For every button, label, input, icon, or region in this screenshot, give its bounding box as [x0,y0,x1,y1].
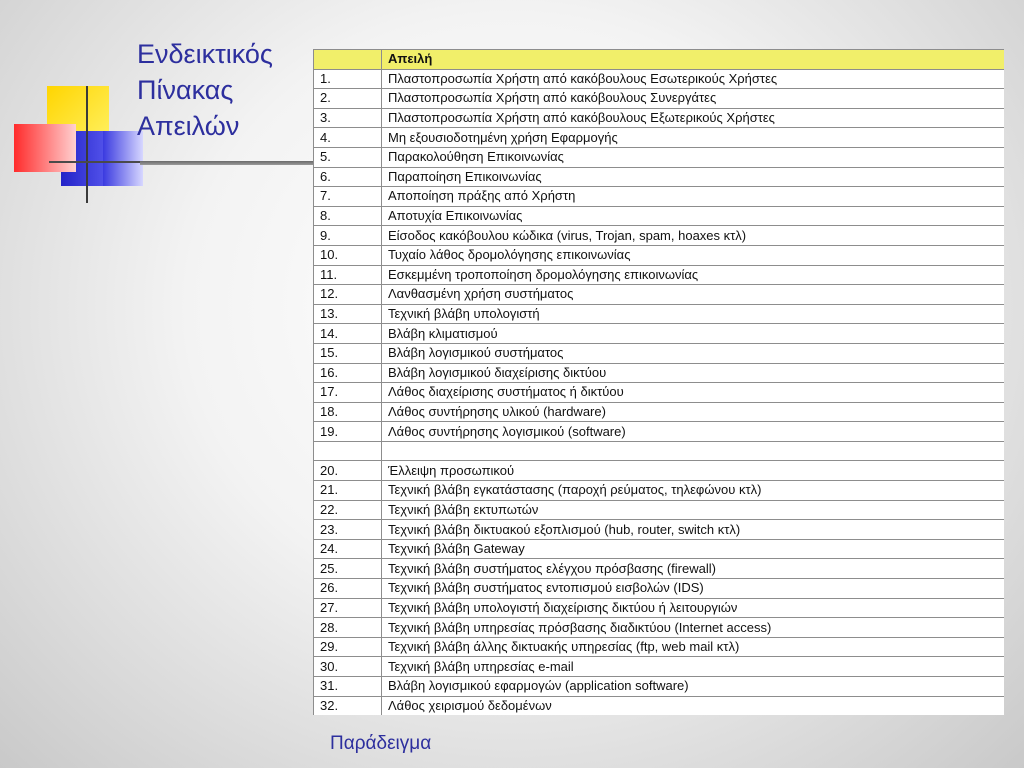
row-number [314,441,382,461]
row-threat: Τεχνική βλάβη συστήματος εντοπισμού εισβολών (IDS) [382,579,1005,599]
table-row [314,500,1005,520]
table-row [314,383,1005,403]
row-threat: Τυχαίο λάθος δρομολόγησης επικοινωνίας [382,245,1005,265]
row-number: 5. [314,147,382,167]
row-threat: Βλάβη λογισμικού διαχείρισης δικτύου [382,363,1005,383]
table-row [314,89,1005,109]
row-number: 10. [314,245,382,265]
table-row [314,128,1005,148]
slide-title [137,36,317,144]
row-number: 15. [314,343,382,363]
row-threat: Λάθος συντήρησης υλικού (hardware) [382,402,1005,422]
table-row [314,187,1005,207]
row-number: 29. [314,637,382,657]
row-threat: Λανθασμένη χρήση συστήματος [382,285,1005,305]
row-threat: Βλάβη λογισμικού εφαρμογών (application software) [382,677,1005,697]
row-threat: Τεχνική βλάβη υπηρεσίας πρόσβασης διαδικτύου (Internet access) [382,618,1005,638]
row-threat: Λάθος συντήρησης λογισμικού (software) [382,422,1005,442]
row-number: 18. [314,402,382,422]
row-threat [382,441,1005,461]
row-threat: Τεχνική βλάβη υπολογιστή διαχείρισης δικτύου ή λειτουργιών [382,598,1005,618]
header-number [314,50,382,70]
row-number: 22. [314,500,382,520]
table-row [314,245,1005,265]
vertical-rule [86,86,88,203]
row-number: 30. [314,657,382,677]
table-row [314,108,1005,128]
row-threat: Πλαστοπροσωπία Χρήστη από κακόβουλους Εξωτερικούς Χρήστες [382,108,1005,128]
row-number: 12. [314,285,382,305]
row-number: 19. [314,422,382,442]
table-row [314,559,1005,579]
row-threat: Αποποίηση πράξης από Χρήστη [382,187,1005,207]
table-row [314,226,1005,246]
horizontal-rule-shadow [140,161,315,165]
table-row [314,539,1005,559]
row-threat: Τεχνική βλάβη δικτυακού εξοπλισμού (hub, router, switch κτλ) [382,520,1005,540]
row-number: 17. [314,383,382,403]
table-row [314,579,1005,599]
row-number: 16. [314,363,382,383]
row-number: 4. [314,128,382,148]
row-threat: Μη εξουσιοδοτημένη χρήση Εφαρμογής [382,128,1005,148]
row-threat: Τεχνική βλάβη υπολογιστή [382,304,1005,324]
row-threat: Πλαστοπροσωπία Χρήστη από κακόβουλους Συνεργάτες [382,89,1005,109]
table-row [314,304,1005,324]
row-threat: Τεχνική βλάβη εγκατάστασης (παροχή ρεύματος, τηλεφώνου κτλ) [382,481,1005,501]
table-row [314,324,1005,344]
row-threat: Αποτυχία Επικοινωνίας [382,206,1005,226]
table-row [314,520,1005,540]
row-number: 1. [314,69,382,89]
slide-title-line: Πίνακας [137,75,234,105]
row-number: 27. [314,598,382,618]
row-threat: Πλαστοπροσωπία Χρήστη από κακόβουλους Εσωτερικούς Χρήστες [382,69,1005,89]
row-number: 23. [314,520,382,540]
table-row [314,441,1005,461]
table-row [314,461,1005,481]
table-row [314,618,1005,638]
row-number: 9. [314,226,382,246]
row-number: 20. [314,461,382,481]
row-threat: Παρακολούθηση Επικοινωνίας [382,147,1005,167]
slide-title-line: Απειλών [137,111,240,141]
row-number: 3. [314,108,382,128]
table-row [314,147,1005,167]
row-threat: Παραποίηση Επικοινωνίας [382,167,1005,187]
threat-table [313,49,1004,715]
row-number: 6. [314,167,382,187]
row-number: 7. [314,187,382,207]
row-number: 25. [314,559,382,579]
threat-table-container [313,49,1004,715]
footer-caption: Παράδειγμα [330,733,432,754]
table-row [314,598,1005,618]
table-row [314,637,1005,657]
row-number: 13. [314,304,382,324]
row-number: 11. [314,265,382,285]
row-threat: Εσκεμμένη τροποποίηση δρομολόγησης επικοινωνίας [382,265,1005,285]
table-row [314,343,1005,363]
row-threat: Τεχνική βλάβη Gateway [382,539,1005,559]
table-row [314,657,1005,677]
table-body [314,69,1005,715]
row-threat: Λάθος χειρισμού δεδομένων [382,696,1005,715]
row-threat: Βλάβη κλιματισμού [382,324,1005,344]
row-threat: Τεχνική βλάβη άλλης δικτυακής υπηρεσίας (ftp, web mail κτλ) [382,637,1005,657]
row-number: 24. [314,539,382,559]
table-row [314,481,1005,501]
row-number: 28. [314,618,382,638]
table-row [314,69,1005,89]
row-number: 14. [314,324,382,344]
row-number: 32. [314,696,382,715]
row-threat: Τεχνική βλάβη συστήματος ελέγχου πρόσβασης (firewall) [382,559,1005,579]
row-number: 26. [314,579,382,599]
row-threat: Λάθος διαχείρισης συστήματος ή δικτύου [382,383,1005,403]
table-row [314,677,1005,697]
table-row [314,206,1005,226]
table-row [314,285,1005,305]
row-threat: Είσοδος κακόβουλου κώδικα (virus, Trojan, spam, hoaxes κτλ) [382,226,1005,246]
table-row [314,167,1005,187]
red-square [14,124,76,172]
table-row [314,363,1005,383]
row-number: 31. [314,677,382,697]
table-header-row [314,50,1005,70]
table-row [314,402,1005,422]
row-threat: Βλάβη λογισμικού συστήματος [382,343,1005,363]
table-row [314,696,1005,715]
row-number: 21. [314,481,382,501]
row-threat: Έλλειψη προσωπικού [382,461,1005,481]
row-number: 8. [314,206,382,226]
row-number: 2. [314,89,382,109]
table-row [314,265,1005,285]
header-threat: Απειλή [382,50,1005,70]
table-row [314,422,1005,442]
slide-title-line: Ενδεικτικός [137,39,273,69]
row-threat: Τεχνική βλάβη εκτυπωτών [382,500,1005,520]
row-threat: Τεχνική βλάβη υπηρεσίας e-mail [382,657,1005,677]
